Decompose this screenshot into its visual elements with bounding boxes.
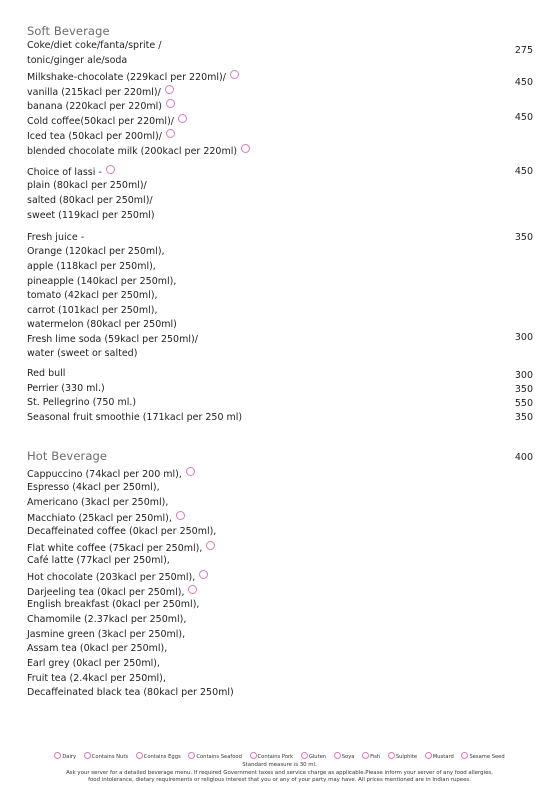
nuts-icon (84, 752, 91, 759)
menu-line: Hot chocolate (203kacl per 250ml), (27, 570, 208, 584)
legend-item: Contains Pork (250, 752, 294, 760)
legend-item: Mustard (425, 752, 454, 760)
price: 400 (514, 452, 533, 463)
menu-line: Iced tea (50kacl per 200ml)/ (27, 129, 175, 143)
menu-line: Milkshake-chocolate (229kacl per 220ml)/ (27, 70, 239, 84)
menu-line: Cold coffee(50kacl per 220ml)/ (27, 114, 187, 128)
fish-icon (362, 752, 369, 759)
legend-item: Gluten (301, 752, 326, 760)
menu-line: Seasonal fruit smoothie (171kacl per 250 ml) (27, 412, 243, 423)
hot-beverage-title: Hot Beverage (27, 449, 108, 463)
menu-line: Cappuccino (74kacl per 200 ml), (27, 467, 195, 481)
price: 350 (514, 384, 533, 395)
menu-line: watermelon (80kacl per 250ml) (27, 319, 177, 330)
dairy-icon (230, 70, 239, 79)
menu-line: tomato (42kacl per 250ml), (27, 290, 158, 301)
menu-line: vanilla (215kacl per 220ml)/ (27, 85, 174, 99)
menu-line: Darjeeling tea (0kacl per 250ml), (27, 585, 197, 599)
price: 300 (514, 370, 533, 381)
menu-line: blended chocolate milk (200kacl per 220ml) (27, 144, 250, 158)
dairy-icon (178, 114, 187, 123)
menu-line: Fresh juice - (27, 232, 85, 243)
menu-line: apple (118kacl per 250ml), (27, 261, 156, 272)
menu-line: Orange (120kacl per 250ml), (27, 246, 165, 257)
menu-line: Decaffeinated coffee (0kacl per 250ml), (27, 526, 217, 537)
menu-line: Café latte (77kacl per 250ml), (27, 555, 170, 566)
price: 550 (514, 398, 533, 409)
menu-line: Jasmine green (3kacl per 250ml), (27, 629, 186, 640)
menu-line: tonic/ginger ale/soda (27, 55, 128, 66)
footer-notice-line1: Ask your server for a detailed beverage menu. If required Government taxes and service charge as applicable.Please inform your server of any food allergies, (66, 770, 493, 776)
menu-line: Red bull (27, 368, 66, 379)
dairy-icon (176, 511, 185, 520)
menu-line: Earl grey (0kacl per 250ml), (27, 658, 160, 669)
legend-item: Soya (334, 752, 355, 760)
allergen-legend (0, 752, 559, 760)
dairy-icon (241, 144, 250, 153)
menu-line: Perrier (330 ml.) (27, 383, 105, 394)
menu-line: carrot (101kacl per 250ml), (27, 305, 158, 316)
pork-icon (250, 752, 257, 759)
footer-standard-measure: Standard measure is 30 ml. (242, 762, 317, 768)
soft-beverage-title: Soft Beverage (27, 24, 110, 38)
dairy-icon (166, 129, 175, 138)
menu-line: Espresso (4kacl per 250ml), (27, 482, 160, 493)
menu-line: Decaffeinated black tea (80kacl per 250ml) (27, 687, 234, 698)
menu-line: Fruit tea (2.4kacl per 250ml), (27, 673, 166, 684)
legend-item: Dairy (54, 752, 76, 760)
legend-item: Contains Seafood (188, 752, 242, 760)
menu-line: water (sweet or salted) (27, 348, 138, 359)
menu-line: Americano (3kacl per 250ml), (27, 497, 169, 508)
price: 275 (514, 45, 533, 56)
legend-item: Fish (362, 752, 380, 760)
menu-line: St. Pellegrino (750 ml.) (27, 397, 137, 408)
menu-line: plain (80kacl per 250ml)/ (27, 180, 147, 191)
eggs-icon (136, 752, 143, 759)
price: 350 (514, 412, 533, 423)
menu-line: banana (220kacl per 220ml) (27, 99, 175, 113)
dairy-icon (106, 165, 115, 174)
sesame-icon (461, 752, 468, 759)
gluten-icon (301, 752, 308, 759)
menu-line: Choice of lassi - (27, 165, 115, 179)
menu-line: Assam tea (0kacl per 250ml), (27, 643, 168, 654)
menu-line: Chamomile (2.37kacl per 250ml), (27, 614, 187, 625)
price: 450 (514, 166, 533, 177)
dairy-icon (188, 585, 197, 594)
menu-line: Coke/diet coke/fanta/sprite / (27, 40, 162, 51)
mustard-icon (425, 752, 432, 759)
menu-line: English breakfast (0kacl per 250ml), (27, 599, 200, 610)
legend-item: Sesame Seed (461, 752, 504, 760)
sulphite-icon (388, 752, 395, 759)
dairy-icon (165, 85, 174, 94)
menu-line: sweet (119kacl per 250ml) (27, 210, 155, 221)
legend-item: Contains Eggs (136, 752, 181, 760)
dairy-icon (166, 99, 175, 108)
menu-line: Flat white coffee (75kacl per 250ml), (27, 541, 215, 555)
menu-line: salted (80kacl per 250ml)/ (27, 195, 153, 206)
menu-line: pineapple (140kacl per 250ml), (27, 276, 177, 287)
footer-notice-line2: food intolerance, dietary requirements or religious interest that you or any of your party may have. All prices mentioned are in Indian rupees. (88, 777, 471, 783)
seafood-icon (188, 752, 195, 759)
dairy-icon (206, 541, 215, 550)
dairy-icon (54, 752, 61, 759)
price: 350 (514, 232, 533, 243)
soya-icon (334, 752, 341, 759)
price: 300 (514, 332, 533, 343)
price: 450 (514, 77, 533, 88)
legend-item: Contains Nuts (84, 752, 128, 760)
dairy-icon (186, 467, 195, 476)
menu-line: Macchiato (25kacl per 250ml), (27, 511, 185, 525)
dairy-icon (199, 570, 208, 579)
legend-item: Sulphite (388, 752, 417, 760)
price: 450 (514, 112, 533, 123)
menu-line: Fresh lime soda (59kacl per 250ml)/ (27, 334, 198, 345)
